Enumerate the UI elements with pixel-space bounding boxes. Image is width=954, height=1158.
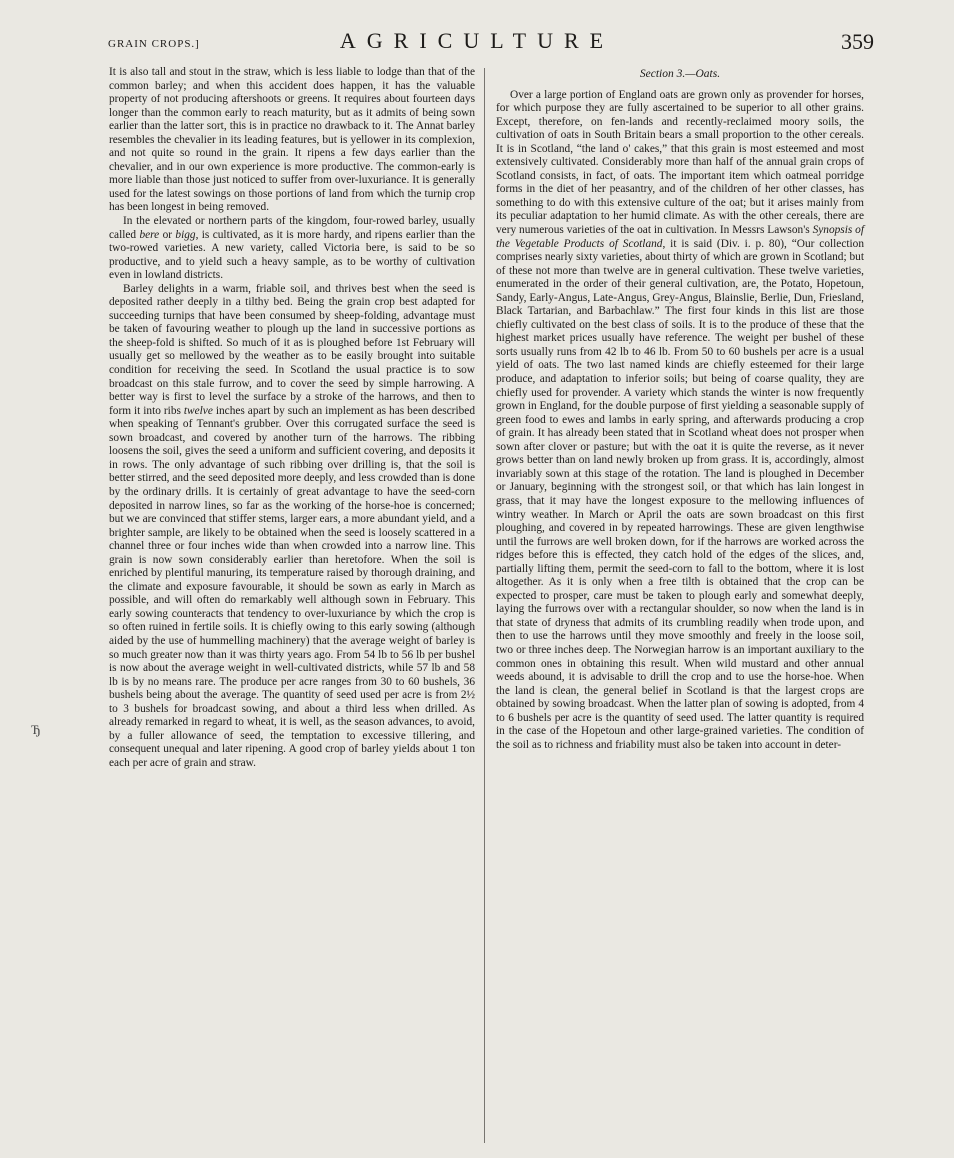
text-run: It is also tall and stout in the straw, which is less liable to lodge than that of the common barley; and when this accident does happen, it has the valuable property of not producing aftershoots or greens. It requires about fourteen days longer than the common early to reach maturity, but as it admits of being sown earlier than the latter sort, this is in practice no drawback to it. The Annat barley resembles the chevalier in its leading features, but is yellower in its complexion, and not quite so round in the grain. It ripens a few days earlier than the chevalier, and in our own experience is more productive. The common-early is more liable than those just noticed to suffer from over-luxuriance. It is generally used for the latest sowings on those portions of land from which the turnip crop has been longest in being removed. <box>109 66 475 214</box>
text-run: inches apart by such an implement as has been described when speaking of Tennant's grubber. Over this corrugated surface the seed is sown broadcast, and covered by another turn of the harrows. The ribbing loosens the soil, gives the seed a uniform and sufficient covering, and deposits it in rows. The only advantage of such ribbing over drilling is, that the soil is better stirred, and the seed deposited more deeply, and less crowded than is done by the ordinary drills. It is certainly of great advantage to have the seed-corn deposited in narrow lines, so far as the working of the horse-hoe is concerned; but we are convinced that stiffer stems, larger ears, a more abundant yield, and a brighter sample, are likely to be obtained when the seed is loosely scattered in a channel three or four inches wide than when crowded into a narrow line. This grain is now sown considerably earlier than heretofore. When the soil is enriched by plentiful manuring, its temperature raised by thorough draining, and the climate and exposure favourable, it should be sown as early in March as possible, and will often do remarkably well although sown in February. This early sowing counteracts that tendency to over-luxuriance by which the crop is so often ruined in fertile soils. It is chiefly owing to this early sowing (although aided by the use of hummelling machinery) that the average weight of barley is so much greater now than it was thirty years ago. From 54 lb to 56 lb per bushel is now about the average weight in well-cultivated districts, while 57 lb and 58 lb is by no means rare. The produce per acre ranges from 30 to 60 bushels, 36 bushels being about the average. The quantity of seed used per acre is from 2½ to 3 bushels for broadcast sowing, and about a third less when drilled. As already remarked in regard to wheat, it is well, as the season advances, to avoid, by a fuller allowance of seed, the temptation to excessive tillering, and consequent unequal and later ripening. A good crop of barley yields about 1 ton each per acre of grain and straw. <box>109 404 475 769</box>
page-title: AGRICULTURE <box>339 28 615 53</box>
italic-text: bigg <box>175 228 196 241</box>
running-head: GRAIN CROPS.] <box>108 38 200 50</box>
column-divider <box>484 68 485 1143</box>
paragraph <box>109 66 475 215</box>
italic-text: bere <box>139 228 160 241</box>
left-column <box>109 66 475 770</box>
right-column <box>496 66 864 752</box>
italic-text: Synopsis of the Vegetable Products of Scotland <box>496 224 864 250</box>
text-run: In the elevated or northern parts of the kingdom, four-rowed barley, usually called <box>109 215 475 241</box>
text-run: or <box>159 228 176 241</box>
paragraph <box>109 283 475 771</box>
italic-text: twelve <box>183 404 213 417</box>
section-title: Section 3.—Oats. <box>639 68 721 80</box>
text-run: Barley delights in a warm, friable soil, and thrives best when the seed is deposited rather deeply in a tilthy bed. Being the grain crop best adapted for succeeding turnips that have been consumed by sheep-folding, advantage must be taken of favouring weather to plough up the land in successive portions as the sheep-fold is shifted. So much of it as is ploughed before 1st February will usually get so mellowed by the weather as to be easily brought into suitable condition for receiving the seed. In Scotland the usual practice is to sow broadcast on this stale furrow, and to cover the seed by simple harrowing. A better way is first to level the surface by a stroke of the harrows, and then to form it into ribs <box>109 282 475 417</box>
margin-mark: Ђ <box>31 722 41 737</box>
page-number: 359 <box>841 29 874 54</box>
text-run: Over a large portion of England oats are grown only as provender for horses, for which purpose they are fully ascertained to be superior to all other grains. Except, therefore, on fen-lands and recently-reclaimed moory soils, the cultivation of oats in South Britain bears a small proportion to the other cereals. It is in Scotland, “the land o' cakes,” that this grain is most esteemed and most extensively cultivated. Considerably more than half of the annual grain crops of Scotland consists, in fact, of oats. The important item which oatmeal porridge forms in the diet of her peasantry, and of the children of her other classes, has something to do with this extensive culture of the oat; but it arises mainly from its peculiar adaptation to her humid climate. As with the other cereals, there are very numerous varieties of the oat in cultivation. In Messrs Lawson's <box>496 88 864 237</box>
paragraph <box>109 215 475 283</box>
text-run: , is cultivated, as it is more hardy, and ripens earlier than the two-rowed varieties. A new variety, called Victoria bere, is said to be so productive, and to yield such a heavy sample, as to be worthy of cultivation even in lowland districts. <box>109 228 475 282</box>
text-run: , it is said (Div. i. p. 80), “Our collection comprises nearly sixty varieties, about thirty of which are grown in Scotland; but of these not more than twelve are in general cultivation. These twelve varieties, enumerated in the order of their general cultivation, are, the Potato, Hopetoun, Sandy, Early-Angus, Late-Angus, Grey-Angus, Blainslie, Berlie, Dun, Friesland, Black Tartarian, and Barbachlaw.” The first four kinds in this list are those chiefly cultivated on the best class of soils. It is to the produce of these that the highest market prices usually have reference. The weight per bushel of these sorts usually runs from 42 lb to 46 lb. From 50 to 60 bushels per acre is a usual yield of oats. The two last named kinds are chiefly esteemed for their large produce, and adaptation to inferior soils; but being of coarse quality, they are chiefly used for provender. A variety which stands the winter is now frequently grown in England, for the double purpose of first yielding a seasonable supply of green food to ewes and lambs in early spring, and afterwards producing a crop of grain. It has already been stated that in Scotland wheat does not prosper when sown after clover or pasture; but with the oat it is quite the reverse, as it never grows better than on land newly broken up from grass. It is, accordingly, almost invariably sown at this stage of the rotation. The land is ploughed in December or January, beginning with the strongest soil, or that which has lain longest in grass, that it may have the longest exposure to the mellowing influences of wintry weather. In March or April the oats are sown broadcast on this first ploughing, and covered in by repeated harrowings. These are given lengthwise until the furrows are well broken down, for if the harrows are worked across the ridges before this is effected, they catch hold of the edges of the slices, and, partially lifting them, permit the seed-corn to fall to the bottom, where it is lost altogether. As it is only when a free tilth is obtained that the crop can be expected to prosper, care must be taken to plough early and somewhat deeply, laying the furrows over with a rectangular shoulder, so now when the land is in that state of dryness that admits of its crumbling readily when trode upon, and then to use the harrows until they move smoothly and freely in the loose soil, two or three inches deep. The Norwegian harrow is an important auxiliary to the common ones in obtaining this result. When wild mustard and other annual weeds abound, it is advisable to drill the crop and to use the horse-hoe. When the land is clean, the general belief in Scotland is that the largest crops are obtained by sowing broadcast. When the latter plan of sowing is adopted, from 4 to 6 bushels per acre is the quantity of seed used. The latter quantity is required in the case of the Hopetoun and other large-grained varieties. The condition of the soil as to richness and friability must also be taken into account in deter- <box>496 237 865 751</box>
paragraph <box>496 89 864 753</box>
